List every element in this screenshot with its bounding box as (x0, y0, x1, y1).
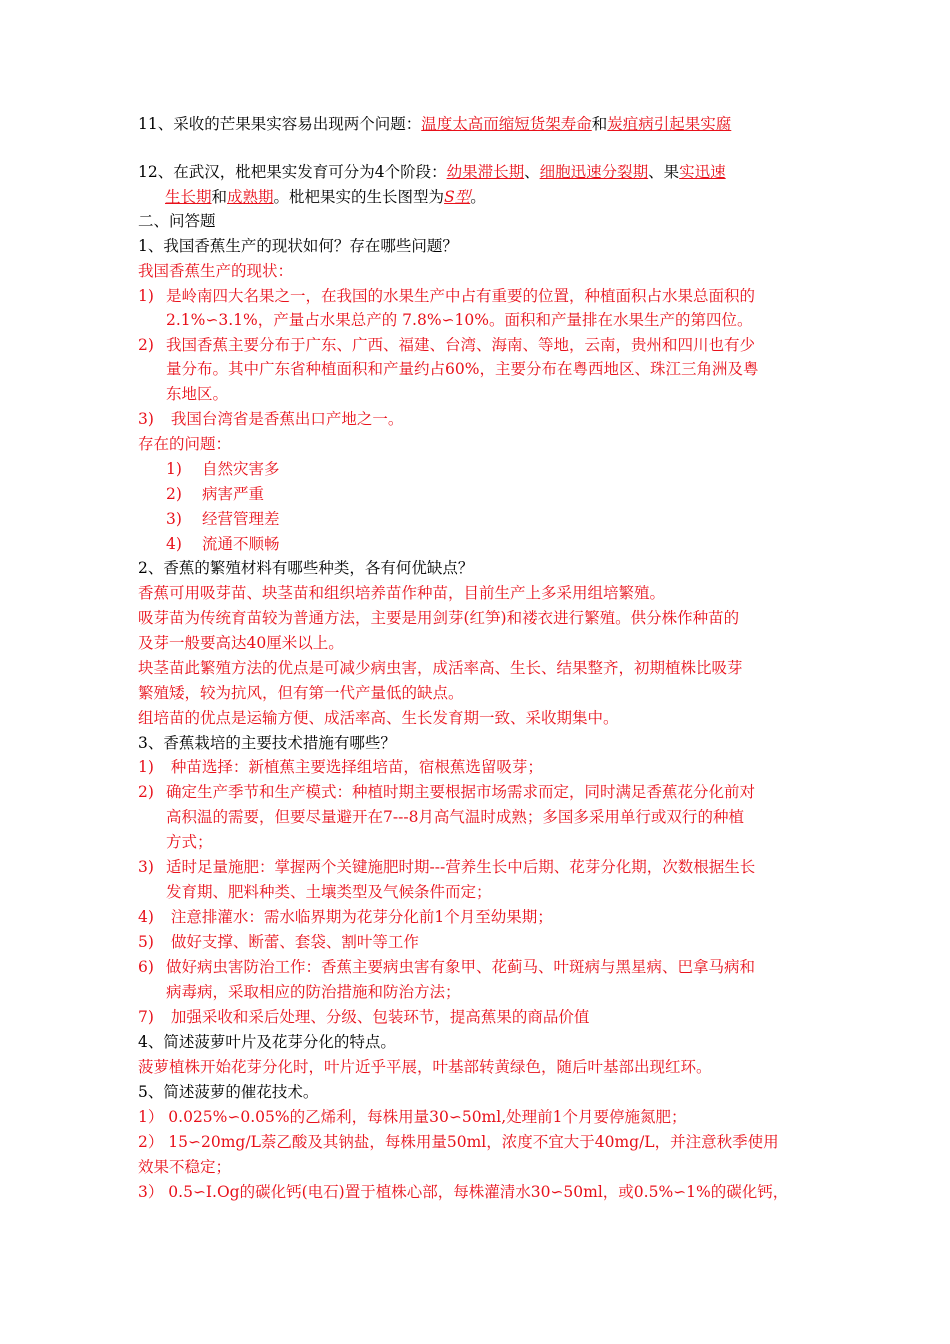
s1-problem-2 (166, 484, 264, 504)
s3-item-7 (138, 1007, 589, 1027)
list-text: 确定生产季节和生产模式：种植时期主要根据市场需求而定，同时满足香蕉花分化前对 (166, 783, 756, 801)
list-number: 3) (166, 510, 182, 528)
list-number: 2) (138, 783, 154, 801)
s2-line: 吸芽苗为传统育苗较为普通方法，主要是用剑芽(红笋)和褛衣进行繁殖。供分株作种苗的 (138, 609, 740, 627)
s3-item-5 (138, 932, 419, 952)
list-text: 注意排灌水：需水临界期为花芽分化前1个月至幼果期； (166, 908, 553, 926)
q12-answer-3a: 实迅速 (679, 163, 726, 181)
list-text: 我国香蕉主要分布于广东、广西、福建、台湾、海南、等地，云南，贵州和四川也有少 (166, 336, 756, 354)
list-number: 6) (138, 958, 154, 976)
s5-line: 1） 0.025%∽0.05%的乙烯利，每株用量30∽50ml,处理前1个月要停施氮肥； (138, 1108, 687, 1126)
s4-question: 4、简述菠萝叶片及花芽分化的特点。 (138, 1033, 396, 1051)
s1-status-title: 我国香蕉生产的现状： (138, 262, 294, 280)
list-number: 3) (138, 858, 154, 876)
list-text: 我国台湾省是香蕉出口产地之一。 (166, 410, 404, 428)
s3-item-3-cont: 发育期、肥料种类、土壤类型及气候条件而定； (166, 883, 492, 901)
q12-line-1 (138, 162, 726, 182)
q11-prefix: 11、采收的芒果果实容易出现两个问题： (138, 115, 422, 133)
q12-answer-2: 细胞迅速分裂期 (539, 163, 649, 181)
list-number: 3) (138, 410, 154, 428)
s2-line: 组培苗的优点是运输方便、成活率高、生长发育期一致、采收期集中。 (138, 709, 619, 727)
list-number: 4) (138, 908, 154, 926)
s3-item-4 (138, 907, 553, 927)
q12-answer-1: 幼果滞长期 (446, 163, 525, 181)
list-text: 加强采收和采后处理、分级、包装环节，提高蕉果的商品价值 (166, 1008, 590, 1026)
s2-line: 及芽一般要高达40厘米以上。 (138, 634, 344, 652)
list-number: 7) (138, 1008, 154, 1026)
s5-line: 3） 0.5∽I.Og的碳化钙(电石)置于植株心部，每株灌清水30∽50ml，或0.5%∽1%的碳化钙， (138, 1183, 789, 1201)
list-number: 2) (138, 336, 154, 354)
q12-answer-3b: 生长期 (165, 188, 212, 206)
s1-problems-title: 存在的问题： (138, 435, 232, 453)
q12-answer-5: S型 (444, 188, 471, 206)
list-number: 4) (166, 535, 182, 553)
s3-question: 3、香蕉栽培的主要技术措施有哪些？ (138, 734, 396, 752)
list-text: 流通不顺畅 (202, 535, 280, 553)
list-number: 1) (166, 460, 182, 478)
s1-problem-3 (166, 509, 280, 529)
list-text: 病害严重 (202, 485, 265, 503)
list-number: 5) (138, 933, 154, 951)
q12-sep: 、 (524, 163, 540, 181)
s1-item-1 (138, 286, 755, 306)
list-number: 1) (138, 758, 154, 776)
s3-item-6-cont: 病毒病，采取相应的防治措施和防治方法； (166, 983, 461, 1001)
s1-item-2 (138, 335, 755, 355)
s1-item-2-cont: 东地区。 (166, 385, 229, 403)
s1-item-3 (138, 409, 403, 429)
q12-answer-4: 成熟期 (227, 188, 274, 206)
s3-item-2-cont: 方式； (166, 833, 213, 851)
list-text: 做好病虫害防治工作：香蕉主要病虫害有象甲、花蓟马、叶斑病与黑星病、巴拿马病和 (166, 958, 756, 976)
q12-line-2 (165, 187, 486, 207)
s4-answer: 菠萝植株开始花芽分化时，叶片近乎平展，叶基部转黄绿色，随后叶基部出现红环。 (138, 1058, 712, 1076)
section-title: 二、问答题 (138, 212, 216, 230)
s5-line: 效果不稳定； (138, 1158, 232, 1176)
list-text: 适时足量施肥：掌握两个关键施肥时期---营养生长中后期、花芽分化期，次数根据生长 (166, 858, 756, 876)
q12-prefix: 12、在武汉，枇杷果实发育可分为4个阶段： (138, 163, 447, 181)
s5-question: 5、简述菠萝的催花技术。 (138, 1083, 319, 1101)
q12-tail: 。枇杷果实的生长图型为 (273, 188, 445, 206)
q12-tail: 。 (470, 188, 486, 206)
q12-sep: 、果 (648, 163, 680, 181)
q11-mid: 和 (591, 115, 608, 133)
s2-line: 香蕉可用吸芽苗、块茎苗和组织培养苗作种苗，目前生产上多采用组培繁殖。 (138, 584, 666, 602)
list-text: 自然灾害多 (202, 460, 280, 478)
q12-mid: 和 (211, 188, 228, 206)
list-text: 是岭南四大名果之一，在我国的水果生产中占有重要的位置，种植面积占水果总面积的 (166, 287, 756, 305)
s2-line: 块茎苗此繁殖方法的优点是可减少病虫害，成活率高、生长、结果整齐，初期植株比吸芽 (138, 659, 743, 677)
list-text: 做好支撑、断蕾、套袋、割叶等工作 (166, 933, 419, 951)
q11-line (138, 114, 731, 134)
s5-line: 2） 15∽20mg/L萘乙酸及其钠盐，每株用量50ml，浓度不宜大于40mg/L，并注意秋季使用 (138, 1133, 779, 1151)
s1-problem-1 (166, 459, 280, 479)
s3-item-6 (138, 957, 755, 977)
s2-line: 繁殖矮，较为抗风，但有第一代产量低的缺点。 (138, 684, 464, 702)
s3-item-1 (138, 757, 543, 777)
s1-problem-4 (166, 534, 280, 554)
q11-answer-2: 炭疽病引起果实腐 (607, 115, 732, 133)
s2-question: 2、香蕉的繁殖材料有哪些种类，各有何优缺点？ (138, 559, 474, 577)
s1-item-2-cont: 量分布。其中广东省种植面积和产量约占60%，主要分布在粤西地区、珠江三角洲及粤 (166, 360, 759, 378)
s3-item-3 (138, 857, 755, 877)
s3-item-2-cont: 高积温的需要，但要尽量避开在7---8月高气温时成熟；多国多采用单行或双行的种植 (166, 808, 744, 826)
list-text: 经营管理差 (202, 510, 280, 528)
list-number: 2) (166, 485, 182, 503)
s1-question: 1、我国香蕉生产的现状如何？存在哪些问题？ (138, 237, 458, 255)
s1-item-1-cont: 2.1%∽3.1%，产量占水果总产的 7.8%∽10%。面积和产量排在水果生产的第四位。 (166, 311, 753, 329)
list-number: 1) (138, 287, 154, 305)
list-text: 种苗选择：新植蕉主要选择组培苗，宿根蕉选留吸芽； (166, 758, 543, 776)
q11-answer-1: 温度太高而缩短货架寿命 (421, 115, 592, 133)
s3-item-2 (138, 782, 755, 802)
